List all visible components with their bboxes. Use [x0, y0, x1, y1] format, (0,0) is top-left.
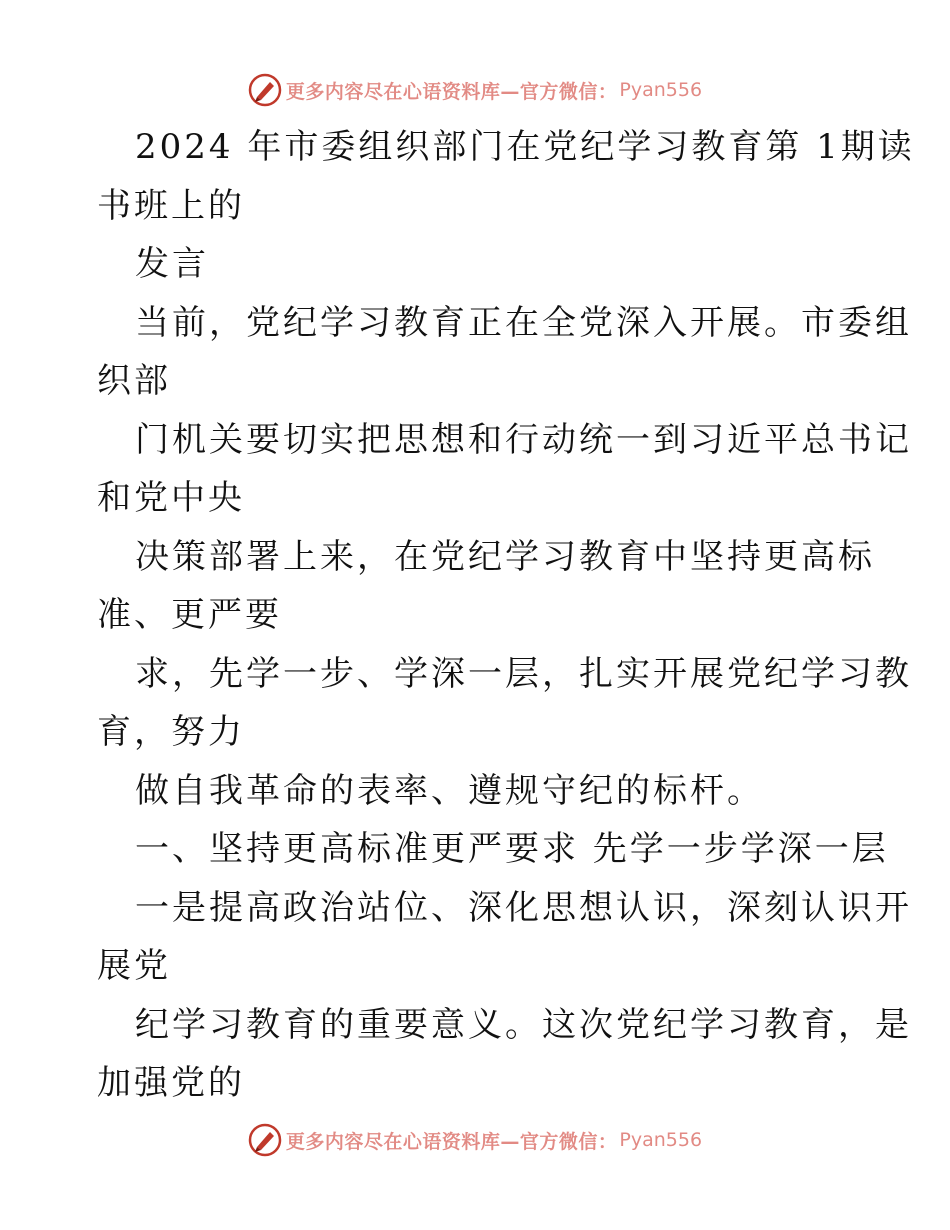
watermark-header	[0, 70, 950, 110]
watermark-handle: Pyan556	[619, 1129, 703, 1151]
watermark-text: 更多内容尽在心语资料库—官方微信：	[285, 1130, 618, 1153]
watermark-text: 更多内容尽在心语资料库—官方微信：	[285, 80, 618, 103]
pen-logo-icon	[248, 1123, 282, 1157]
text-line: 决策部署上来，在党纪学习教育中坚持更高标	[135, 536, 875, 577]
text-line: 当前，党纪学习教育正在全党深入开展。市委组	[135, 302, 912, 343]
text-line: 求，先学一步、学深一层，扎实开展党纪学习教	[135, 653, 912, 694]
text-line: 一是提高政治站位、深化思想认识，深刻认识开	[135, 887, 912, 928]
text-line: 育，努力	[97, 712, 245, 752]
text-line: 纪学习教育的重要意义。这次党纪学习教育，是	[135, 1004, 912, 1045]
text-line: 书班上的	[97, 185, 245, 226]
text-line: 准、更严要	[97, 595, 282, 635]
document-body	[97, 118, 915, 1113]
text-line: 和党中央	[97, 478, 245, 518]
text-line: 做自我革命的表率、遵规守纪的标杆。	[135, 770, 764, 811]
text-line: 加强党的	[97, 1063, 245, 1103]
text-line: 发言	[135, 244, 209, 284]
text-line: 织部	[97, 361, 171, 401]
pen-logo-icon	[248, 73, 282, 107]
text-line: 2024 年市委组织部门在党纪学习教育第 1期读	[135, 127, 915, 167]
section-heading: 一、坚持更高标准更严要求 先学一步学深一层	[135, 829, 889, 869]
watermark-footer	[0, 1120, 950, 1160]
text-line: 门机关要切实把思想和行动统一到习近平总书记	[135, 419, 912, 460]
watermark-handle: Pyan556	[619, 79, 703, 101]
text-line: 展党	[97, 946, 171, 986]
